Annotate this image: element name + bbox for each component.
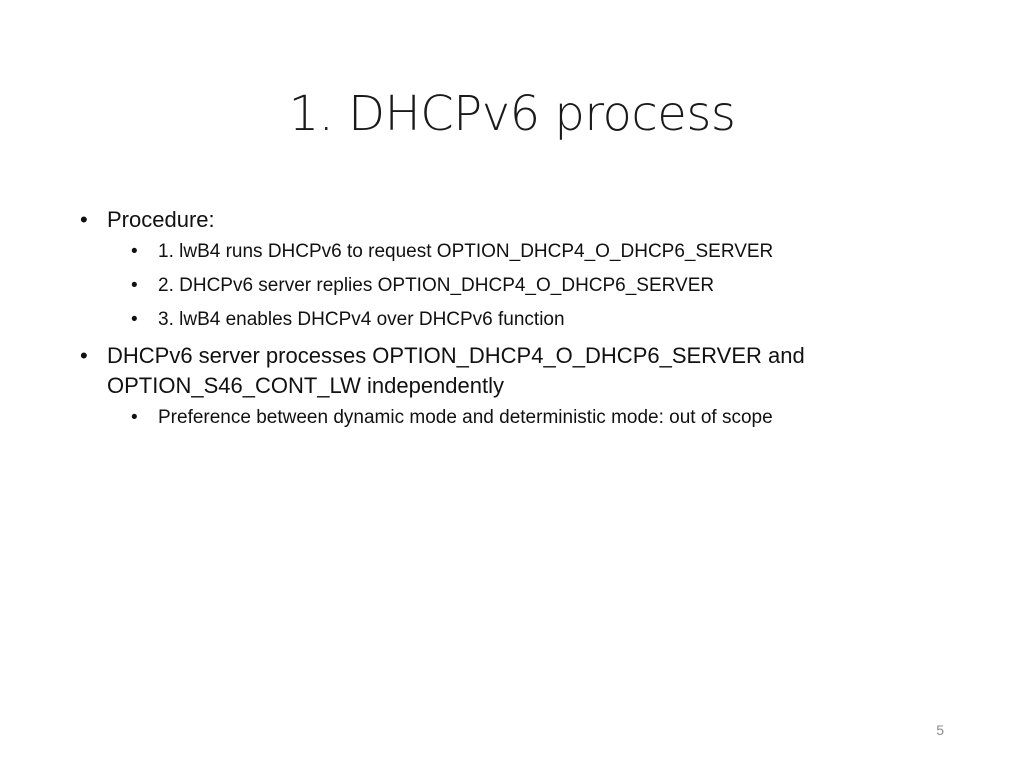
sub-bullet-item <box>80 273 960 299</box>
sub-bullet-text: Preference between dynamic mode and deterministic mode: out of scope <box>158 407 773 428</box>
bullet-dot-icon: • <box>131 275 138 296</box>
bullet-dot-icon: • <box>80 343 88 368</box>
sub-bullet-text: 1. lwB4 runs DHCPv6 to request OPTION_DHCP4_O_DHCP6_SERVER <box>158 241 774 262</box>
bullet-item <box>80 205 960 235</box>
bullet-text: Procedure: <box>107 207 215 232</box>
slide-body <box>80 205 960 439</box>
bullet-dot-icon: • <box>131 407 138 428</box>
bullet-dot-icon: • <box>80 207 88 232</box>
sub-bullet-item <box>80 405 960 431</box>
page-number: 5 <box>936 722 944 738</box>
sub-bullet-text: 2. DHCPv6 server replies OPTION_DHCP4_O_DHCP6_SERVER <box>158 275 715 296</box>
bullet-text: DHCPv6 server processes OPTION_DHCP4_O_DHCP6_SERVER and OPTION_S46_CONT_LW independently <box>107 343 805 398</box>
sub-bullet-list <box>80 405 960 431</box>
slide-title: 1. DHCPv6 process <box>288 86 736 142</box>
sub-bullet-text: 3. lwB4 enables DHCPv4 over DHCPv6 function <box>158 309 565 330</box>
bullet-dot-icon: • <box>131 241 138 262</box>
sub-bullet-list <box>80 239 960 333</box>
sub-bullet-item <box>80 307 960 333</box>
bullet-dot-icon: • <box>131 309 138 330</box>
sub-bullet-item <box>80 239 960 265</box>
bullet-item <box>80 341 960 401</box>
